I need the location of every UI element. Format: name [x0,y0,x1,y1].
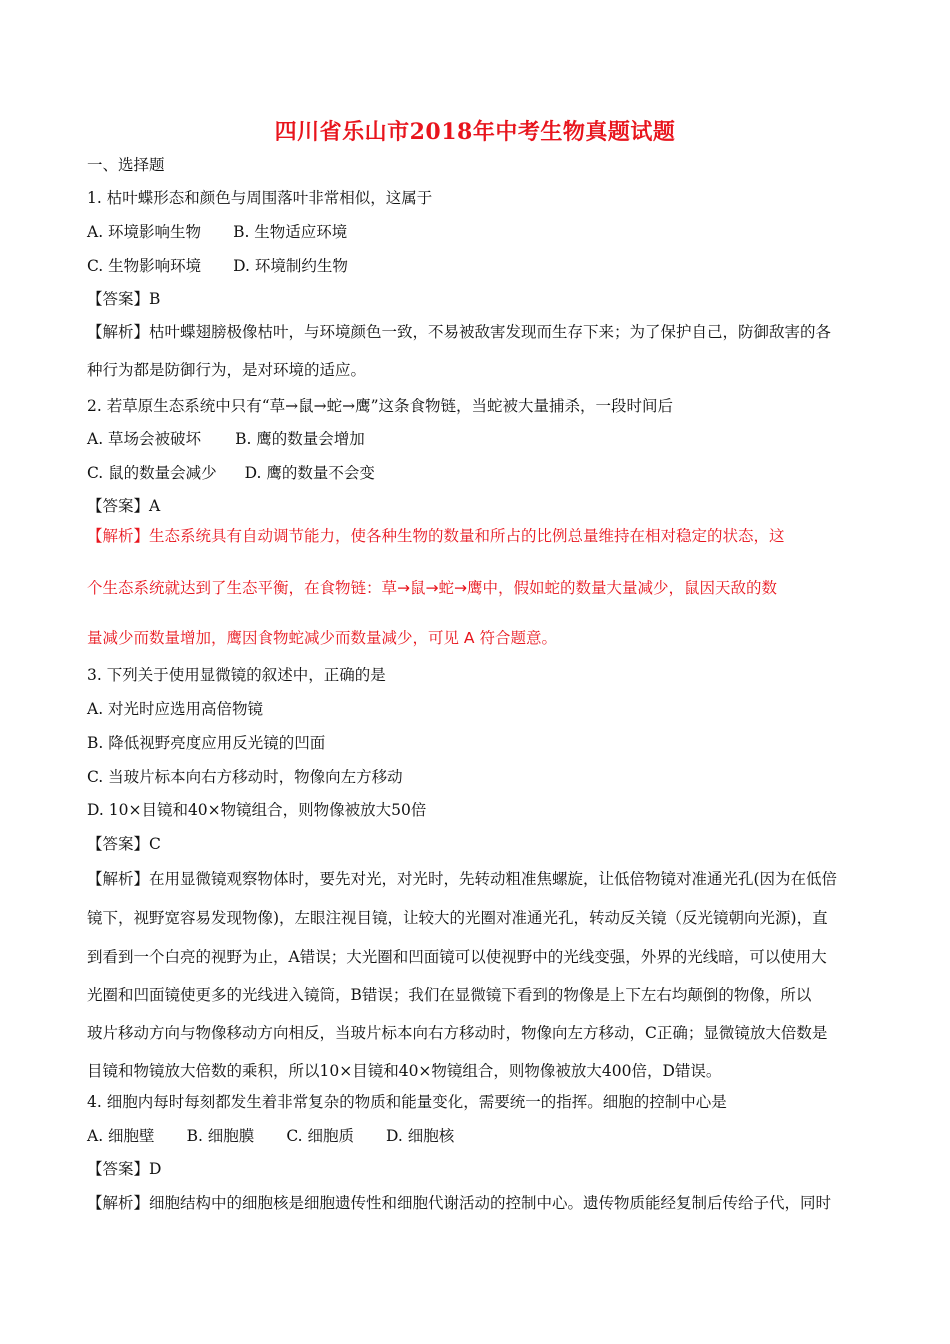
q4-answer: 【答案】D [87,1160,162,1178]
q3-analysis-line3: 到看到一个白亮的视野为止，A错误；大光圈和凹面镜可以使视野中的光线变强，外界的光线暗，可以使用大 [87,948,827,966]
q3-stem: 3. 下列关于使用显微镜的叙述中，正确的是 [87,666,386,684]
q3-analysis-line2: 镜下，视野宽容易发现物像)，左眼注视目镜，让较大的光圈对准通光孔，转动反关镜（反光镜朝向光源)，直 [87,909,828,927]
q4-stem: 4. 细胞内每时每刻都发生着非常复杂的物质和能量变化，需要统一的指挥。细胞的控制中心是 [87,1093,727,1111]
q2-options-row2 [87,463,375,483]
q1-analysis-line1: 【解析】枯叶蝶翅膀极像枯叶，与环境颜色一致，不易被敌害发现而生存下来；为了保护自己，防御敌害的各 [87,323,832,341]
q2-options-row1 [87,429,365,449]
q1-analysis-line2: 种行为都是防御行为，是对环境的适应。 [87,361,367,379]
q3-option-b: B. 降低视野亮度应用反光镜的凹面 [87,734,326,752]
q4-option-c: C. 细胞质 [286,1127,354,1145]
q1-options-row2 [87,256,348,276]
q4-option-b: B. 细胞膜 [186,1127,255,1145]
q2-analysis-line3: 量减少而数量增加，鹰因食物蛇减少而数量减少，可见 A 符合题意。 [87,629,557,647]
q3-option-d: D. 10×目镜和40×物镜组合，则物像被放大50倍 [87,801,427,819]
q3-answer: 【答案】C [87,835,161,853]
q2-answer: 【答案】A [87,497,161,515]
q4-analysis-line1: 【解析】细胞结构中的细胞核是细胞遗传性和细胞代谢活动的控制中心。遗传物质能经复制后传给子代，同时 [87,1194,832,1212]
q2-option-d: D. 鹰的数量不会变 [244,464,375,482]
q4-option-a: A. 细胞壁 [87,1127,155,1145]
q1-option-d: D. 环境制约生物 [233,257,348,275]
q2-analysis-line1: 【解析】生态系统具有自动调节能力，使各种生物的数量和所占的比例总量维持在相对稳定的状态，这 [87,527,785,545]
section-heading: 一、选择题 [87,156,165,174]
q3-analysis-line5: 玻片移动方向与物像移动方向相反，当玻片标本向右方移动时，物像向左方移动，C正确；显微镜放大倍数是 [87,1024,828,1042]
q1-options-row1 [87,222,347,242]
q4-option-d: D. 细胞核 [385,1127,455,1145]
page-title: 四川省乐山市2018年中考生物真题试题 [274,119,676,145]
q1-option-c: C. 生物影响环境 [87,257,202,275]
q3-analysis-line4: 光圈和凹面镜使更多的光线进入镜筒，B错误；我们在显微镜下看到的物像是上下左右均颠倒的物像，所以 [87,986,812,1004]
q3-analysis-line6: 目镜和物镜放大倍数的乘积，所以10×目镜和40×物镜组合，则物像被放大400倍，D错误。 [87,1062,722,1080]
q3-option-c: C. 当玻片标本向右方移动时，物像向左方移动 [87,768,403,786]
q2-analysis-line2: 个生态系统就达到了生态平衡，在食物链：草→鼠→蛇→鹰中，假如蛇的数量大量减少，鼠因天敌的数 [87,579,777,597]
q1-option-b: B. 生物适应环境 [233,223,348,241]
q3-analysis-line1: 【解析】在用显微镜观察物体时，要先对光，对光时，先转动粗准焦螺旋，让低倍物镜对准通光孔(因为在低倍 [87,870,838,888]
q4-options-row [87,1126,454,1146]
q2-option-b: B. 鹰的数量会增加 [235,430,365,448]
q1-answer: 【答案】B [87,290,161,308]
q2-option-a: A. 草场会被破坏 [87,430,202,448]
q2-option-c: C. 鼠的数量会减少 [87,464,217,482]
q1-option-a: A. 环境影响生物 [87,223,202,241]
q3-option-a: A. 对光时应选用高倍物镜 [87,700,264,718]
q2-stem: 2. 若草原生态系统中只有“草→鼠→蛇→鹰”这条食物链，当蛇被大量捕杀，一段时间后 [87,397,674,415]
q1-stem: 1. 枯叶蝶形态和颜色与周围落叶非常相似，这属于 [87,189,433,207]
